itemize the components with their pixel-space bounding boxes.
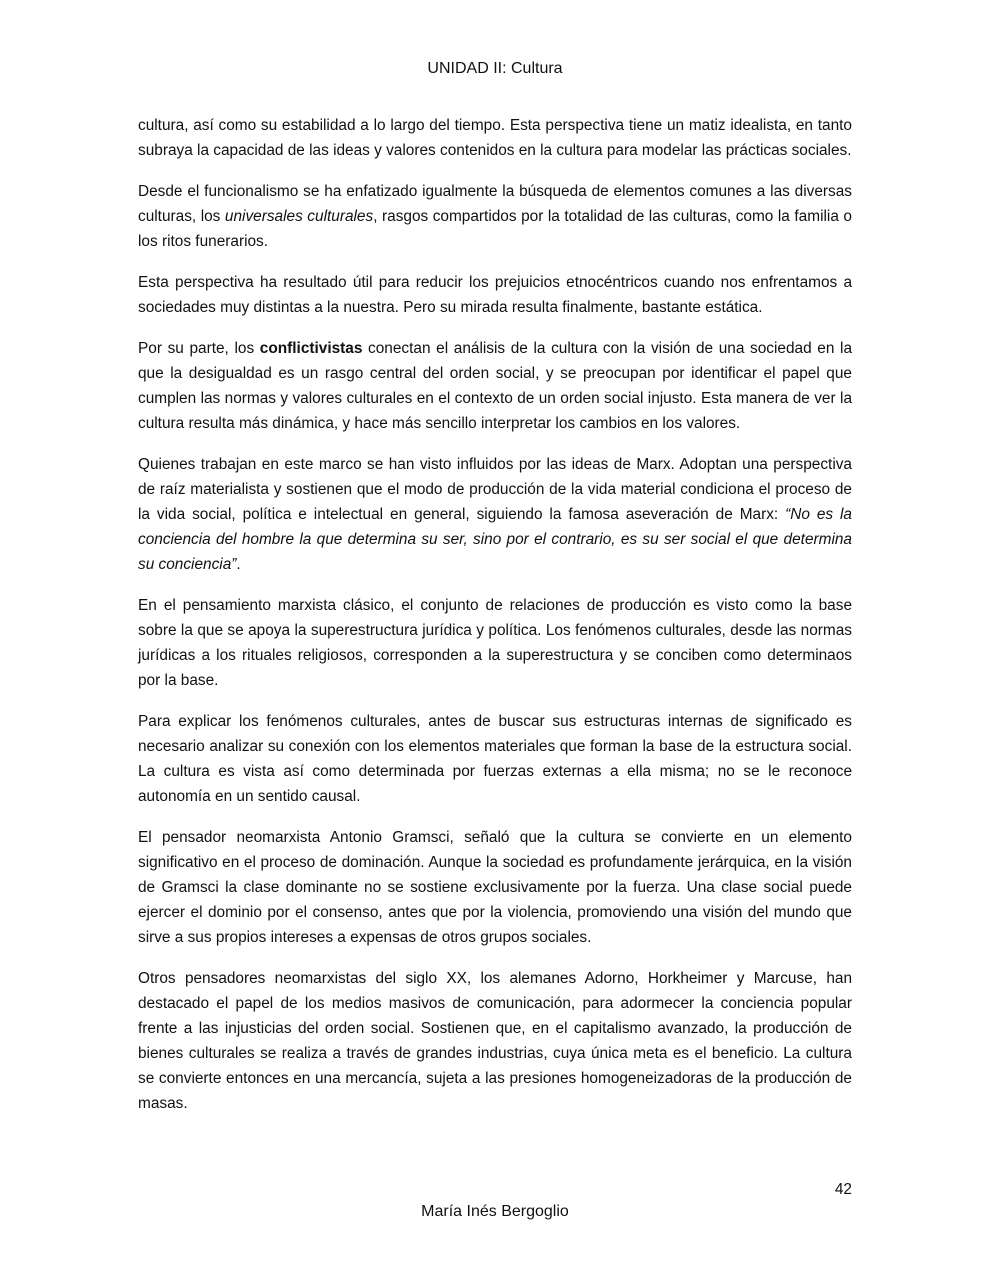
paragraph-5-text-start: Quienes trabajan en este marco se han visto influidos por las ideas de Marx. Adoptan una perspectiva de raíz materialista y sostienen que el modo de producción de la vida material condiciona el proceso de la vida social, política e intelectual en general, siguiendo la famosa aseveración de Marx: xyxy=(138,456,852,523)
page-number: 42 xyxy=(834,1181,852,1198)
paragraph-4-bold-term: conflictivistas xyxy=(259,340,363,357)
paragraph-9: Otros pensadores neomarxistas del siglo XX, los alemanes Adorno, Horkheimer y Marcuse, han destacado el papel de los medios masivos de comunicación, para adormecer la conciencia popular frente a las injusticias del orden social. Sostienen que, en el capitalismo avanzado, la producción de bienes culturales se realiza a través de grandes industrias, cuya única meta es el beneficio. La cultura se convierte entonces en una mercancía, sujeta a las presiones homogeneizadoras de la producción de masas. xyxy=(138,970,852,1112)
paragraph-5-text-end: . xyxy=(236,556,241,573)
paragraph-3: Esta perspectiva ha resultado útil para reducir los prejuicios etnocéntricos cuando nos enfrentamos a sociedades muy distintas a la nuestra. Pero su mirada resulta finalmente, bastante estática. xyxy=(138,274,852,316)
paragraph-6: En el pensamiento marxista clásico, el conjunto de relaciones de producción es visto como la base sobre la que se apoya la superestructura jurídica y política. Los fenómenos culturales, desde las normas jurídicas a los rituales religiosos, corresponden a la superestructura y se conciben como determinaos por la base. xyxy=(138,597,852,689)
paragraph-2 xyxy=(138,179,852,254)
paragraph-2-text-start: Desde el funcionalismo se ha enfatizado igualmente la búsqueda de elementos comunes a las diversas culturas, los xyxy=(138,183,852,225)
paragraph-5 xyxy=(138,452,852,577)
paragraph-4-text-start: Por su parte, los xyxy=(138,340,260,357)
paragraph-7: Para explicar los fenómenos culturales, antes de buscar sus estructuras internas de significado es necesario analizar su conexión con los elementos materiales que forman la base de la estructura social. La cultura es vista así como determinada por fuerzas externas a ella misma; no se le reconoce autonomía en un sentido causal. xyxy=(138,713,852,805)
body-text xyxy=(138,113,852,1132)
paragraph-5-italic-quote: “No es la conciencia del hombre la que determina su ser, sino por el contrario, es su ser social el que determina su conciencia” xyxy=(138,506,852,573)
paragraph-8: El pensador neomarxista Antonio Gramsci, señaló que la cultura se convierte en un elemento significativo en el proceso de dominación. Aunque la sociedad es profundamente jerárquica, en la visión de Gramsci la clase dominante no se sostiene exclusivamente por la fuerza. Una clase social puede ejercer el dominio por el consenso, antes que por la violencia, promoviendo una visión del mundo que sirve a sus propios intereses a expensas de otros grupos sociales. xyxy=(138,829,852,946)
paragraph-1: cultura, así como su estabilidad a lo largo del tiempo. Esta perspectiva tiene un matiz idealista, en tanto subraya la capacidad de las ideas y valores contenidos en la cultura para modelar las prácticas sociales. xyxy=(138,117,852,159)
page-footer-author: María Inés Bergoglio xyxy=(421,1203,569,1220)
page-header: UNIDAD II: Cultura xyxy=(427,60,563,77)
paragraph-2-text-end: , rasgos compartidos por la totalidad de las culturas, como la familia o los ritos funerarios. xyxy=(138,208,852,250)
paragraph-4-text-end: conectan el análisis de la cultura con la visión de una sociedad en la que la desigualdad es un rasgo central del orden social, y se preocupan por identificar el papel que cumplen las normas y valores culturales en el contexto de un orden social injusto. Esta manera de ver la cultura resulta más dinámica, y hace más sencillo interpretar los cambios en los valores. xyxy=(138,340,853,432)
paragraph-4 xyxy=(138,336,852,436)
paragraph-2-italic-term: universales culturales xyxy=(224,208,374,225)
